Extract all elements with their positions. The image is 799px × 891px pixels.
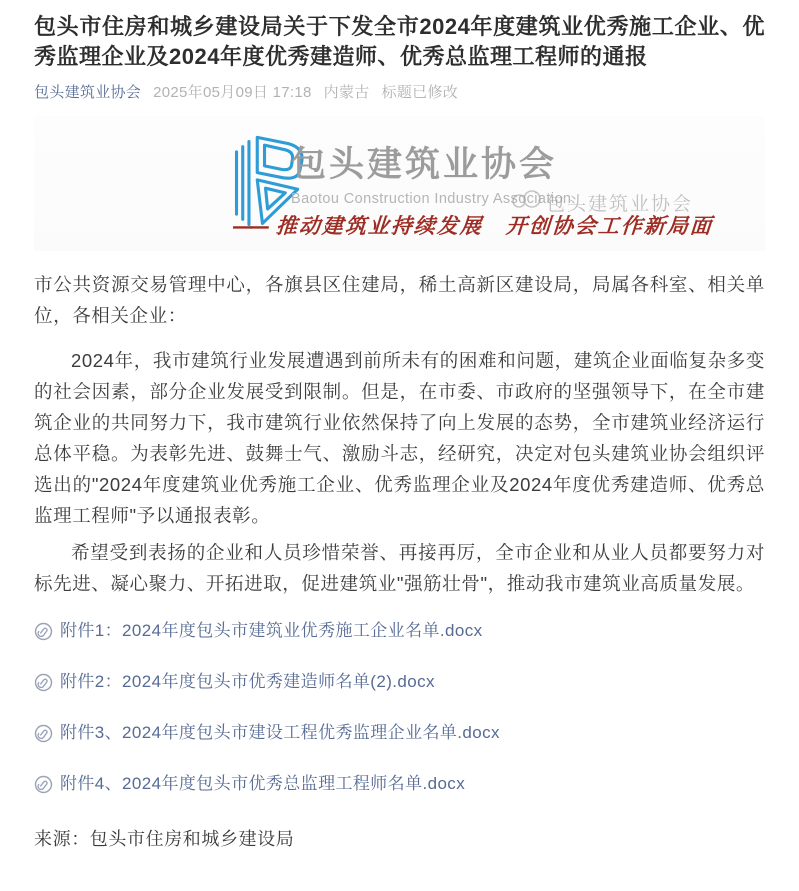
body-paragraph-2: 希望受到表扬的企业和人员珍惜荣誉、再接再厉，全市企业和从业人员都要努力对标先进、凝心聚力、开拓进取，促进建筑业"强筋壮骨"，推动我市建筑业高质量发展。 [34,542,765,594]
attachment-label: 附件1：2024年度包头市建筑业优秀施工企业名单.docx [60,621,483,640]
attachment-link-2[interactable] [34,672,765,692]
attachment-label: 附件3、2024年度包头市建设工程优秀监理企业名单.docx [60,723,500,742]
attachments-list [34,621,765,794]
attachment-link-1[interactable] [34,621,765,641]
association-name-en: Baotou Construction Industry Association [291,191,572,207]
publish-region: 内蒙古 [323,84,370,101]
paperclip-icon [34,622,53,641]
article-title: 包头市住房和城乡建设局关于下发全市2024年度建筑业优秀施工企业、优秀监理企业及2024年度优秀建造师、优秀总监理工程师的通报 [34,14,765,69]
salutation-paragraph: 市公共资源交易管理中心，各旗县区住建局，稀土高新区建设局，局属各科室、相关单位，各相关企业： [34,274,765,326]
banner-slogan [231,210,714,240]
attachment-link-4[interactable] [34,774,765,794]
slogan-text: 推动建筑业持续发展 开创协会工作新局面 [275,213,714,238]
title-edited-note: 标题已修改 [381,84,459,101]
watermark-text: 包头建筑业协会 [546,193,694,215]
publish-time: 2025年05月09日 17:18 [153,84,312,101]
body-paragraph-1: 2024年，我市建筑行业发展遭遇到前所未有的困难和问题，建筑企业面临复杂多变的社会因素，部分企业发展受到限制。但是，在市委、市政府的坚强领导下，在全市建筑企业的共同努力下，我市建筑行业依然保持了向上发展的态势，全市建筑业经济运行总体平稳。为表彰先进、鼓舞士气、激励斗志，经研究，决定对包头建筑业协会组织评选出的"2024年度建筑业优秀施工企业、优秀监理企业及2024年度优秀建造师、优秀总监理工程师"予以通报表彰。 [34,350,765,526]
article-meta [34,81,765,102]
attachment-link-3[interactable] [34,723,765,743]
source-line: 来源：包头市住房和城乡建设局 [34,829,295,849]
association-banner-image[interactable] [34,116,765,251]
association-name-cn: 包头建筑业协会 [291,145,558,184]
paperclip-icon [34,775,53,794]
account-name-link[interactable]: 包头建筑业协会 [34,84,142,101]
attachment-label: 附件4、2024年度包头市优秀总监理工程师名单.docx [60,774,466,793]
attachment-label: 附件2：2024年度包头市优秀建造师名单(2).docx [60,672,435,691]
paperclip-icon [34,724,53,743]
paperclip-icon [34,673,53,692]
slogan-dash: —— [231,213,267,238]
